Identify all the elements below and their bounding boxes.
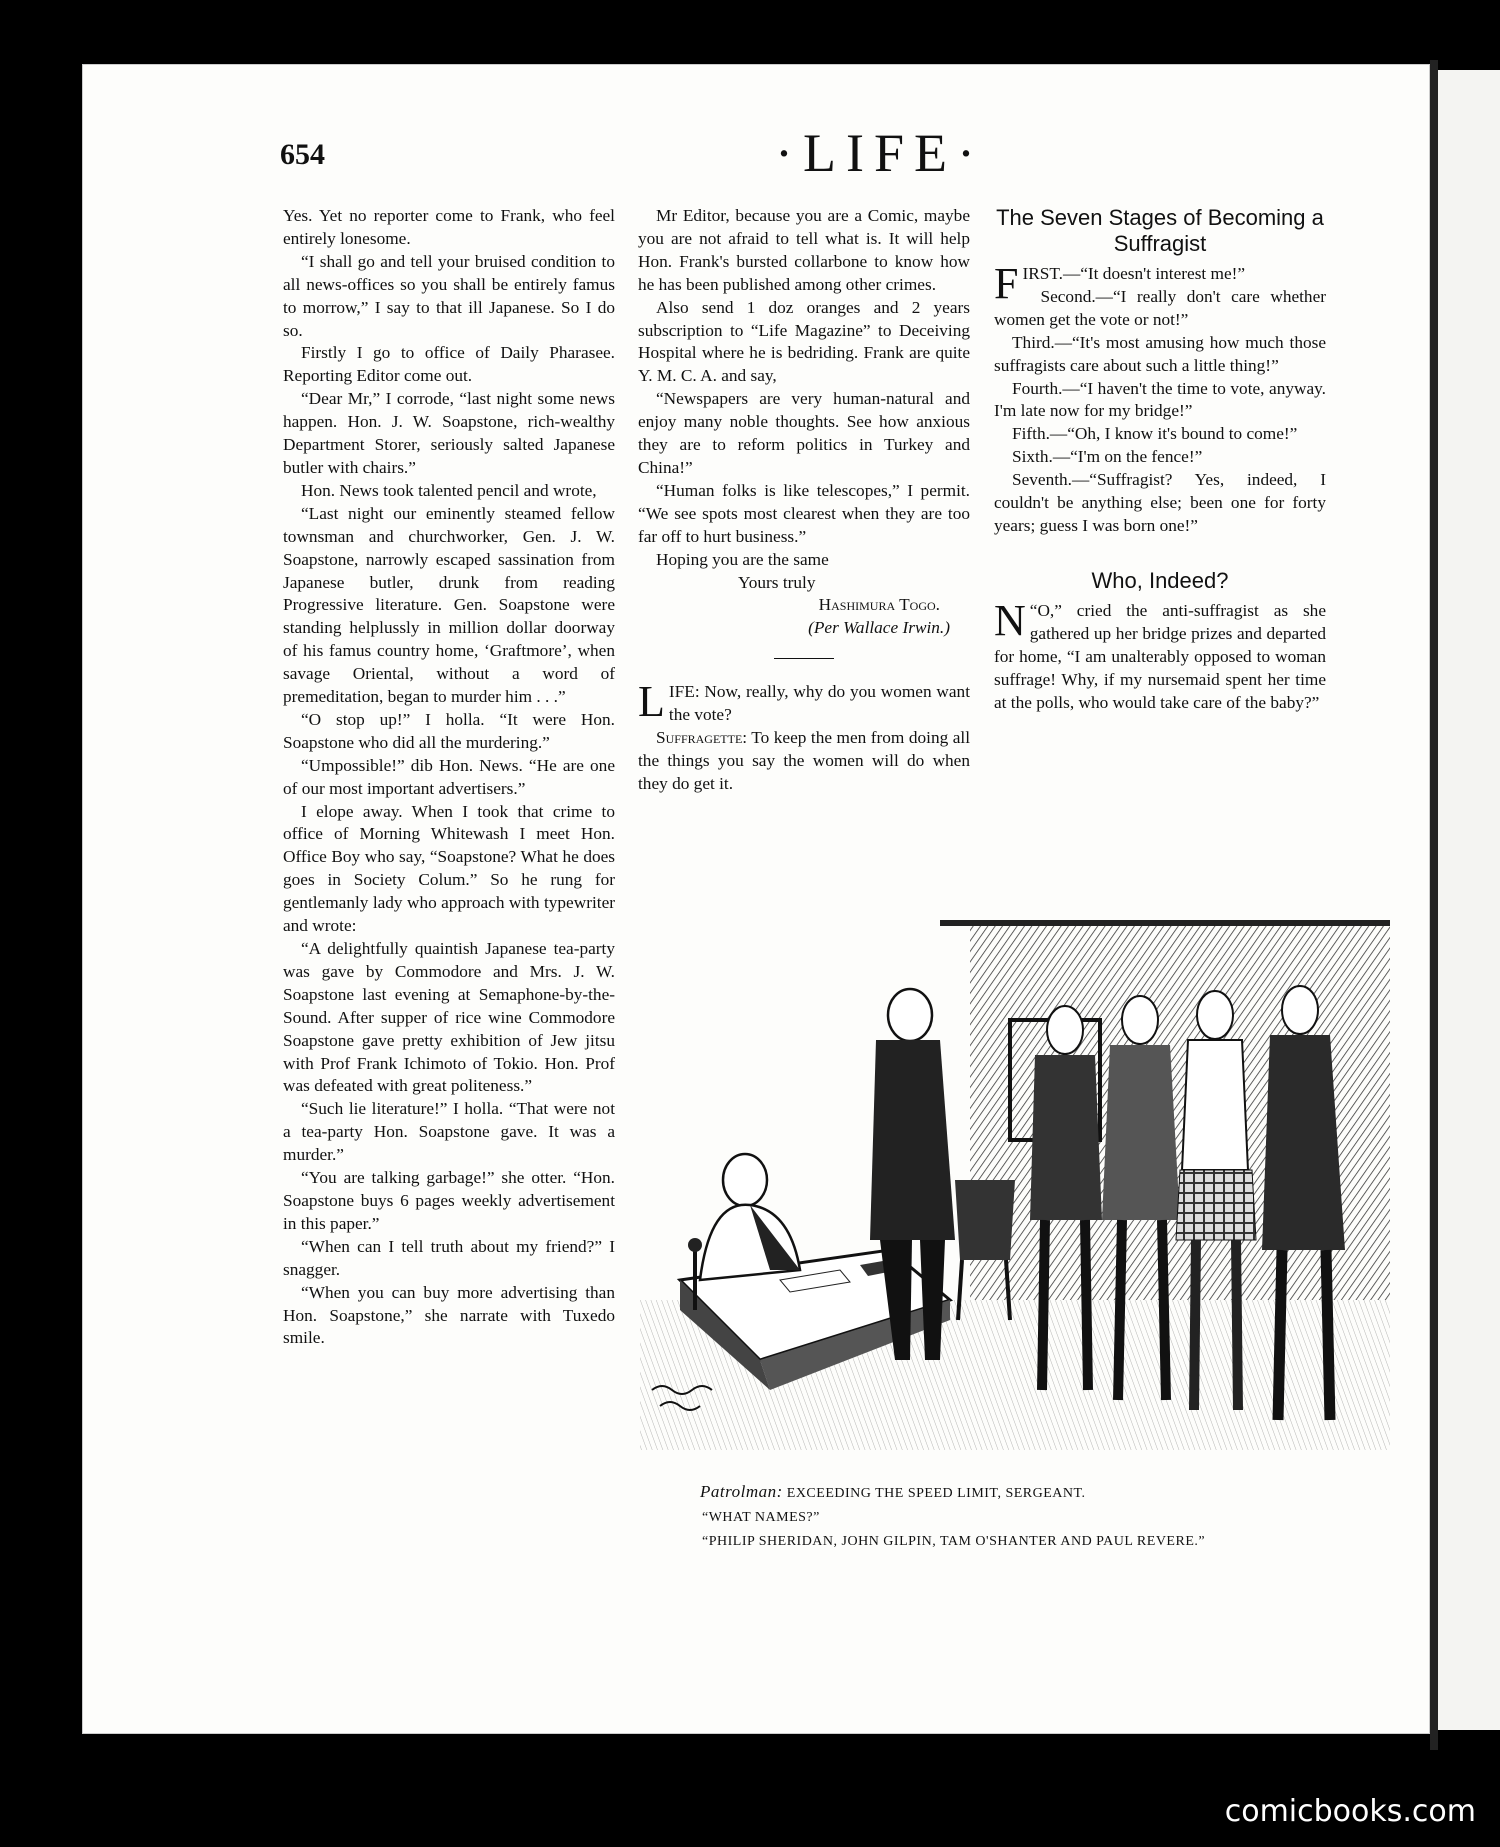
closing-yours: Yours truly bbox=[738, 572, 816, 592]
chair bbox=[955, 1180, 1015, 1260]
column-1 bbox=[283, 205, 615, 1350]
cartoon-illustration bbox=[640, 920, 1390, 1450]
paragraph: “When you can buy more advertising than Hon. Soapstone,” she narrate with Tuxedo smile. bbox=[283, 1282, 615, 1348]
stage-item: Fourth.—“I haven't the time to vote, anyway. I'm late now for my bridge!” bbox=[994, 378, 1326, 421]
section-divider bbox=[774, 658, 834, 659]
cartoon-caption bbox=[700, 1480, 1380, 1554]
paragraph: “When can I tell truth about my friend?” I snagger. bbox=[283, 1236, 615, 1279]
stage-item: Sixth.—“I'm on the fence!” bbox=[1012, 447, 1203, 467]
paragraph: Firstly I go to office of Daily Pharasee. Reporting Editor come out. bbox=[283, 343, 615, 386]
drop-cap: F bbox=[994, 259, 1019, 308]
paragraph: “A delightfully quaintish Japanese tea-party was gave by Commodore and Mrs. J. W. Soapstone last evening at Semaphone-by-the-Sound. After supper of rice wine Commodore Soapstone gave pretty exhibition of Jew jitsu with Prof Frank Ichimoto of Tokio. Hon. Prof was defeated with great politeness.” bbox=[283, 939, 615, 1096]
facing-page-edge bbox=[1438, 70, 1500, 1730]
article-title: Who, Indeed? bbox=[1091, 567, 1229, 593]
paragraph: I elope away. When I took that crime to office of Morning Whitewash I meet Hon. Office Boy who say, “Soapstone? What he does goes in Society Colum.” So he rung for gentlemanly lady who approach with typewriter and wrote: bbox=[283, 801, 615, 936]
paragraph: “Dear Mr,” I corrode, “last night some news happen. Hon. J. W. Soapstone, rich-wealthy Department Storer, seriously salted Japanese butler with chairs.” bbox=[283, 389, 615, 477]
paragraph: Hon. News took talented pencil and wrote, bbox=[301, 480, 597, 500]
signature-byline: (Per Wallace Irwin.) bbox=[808, 618, 950, 638]
signature-name: Hashimura Togo. bbox=[818, 595, 940, 615]
paragraph: Mr Editor, because you are a Comic, maybe you are not afraid to tell what is. It will help Hon. Frank's bursted collarbone to know how he has been published among other crimes. bbox=[638, 206, 970, 294]
paragraph: “You are talking garbage!” she otter. “Hon. Soapstone buys 6 pages weekly advertisement in this paper.” bbox=[283, 1168, 615, 1233]
column-2 bbox=[638, 205, 970, 796]
caption-line-3: “PHILIP SHERIDAN, JOHN GILPIN, TAM O'SHANTER AND PAUL REVERE.” bbox=[702, 1534, 1206, 1549]
suffragette-answer: Suffragette: To keep the men from doing all the things you say the women will do when they do get it. bbox=[638, 728, 970, 793]
stage-item: Third.—“It's most amusing how much those suffragists care about such a little thing!” bbox=[994, 332, 1326, 375]
drop-cap: L bbox=[638, 677, 665, 727]
caption-line-2: “WHAT NAMES?” bbox=[702, 1510, 820, 1525]
column-3 bbox=[994, 205, 1326, 714]
book-spine bbox=[1430, 60, 1438, 1750]
stage-item: Seventh.—“Suffragist? Yes, indeed, I couldn't be anything else; been one for forty years; guess I was born one!” bbox=[994, 470, 1326, 535]
paragraph: “Such lie literature!” I holla. “That were not a tea-party Hon. Soapstone gave. It was a murder.” bbox=[283, 1099, 615, 1165]
caption-line-1: Patrolman: EXCEEDING THE SPEED LIMIT, SERGEANT. bbox=[700, 1482, 1086, 1501]
drop-cap: N bbox=[994, 595, 1026, 645]
paragraph: Also send 1 doz oranges and 2 years subscription to “Life Magazine” to Deceiving Hospital where he is bedriding. Frank are quite Y. M. C. A. and say, bbox=[638, 297, 970, 386]
paragraph: “Newspapers are very human-natural and enjoy many noble thoughts. See how anxious they are to reform politics in Turkey and China!” bbox=[638, 389, 970, 477]
patrolman-coat bbox=[870, 1040, 955, 1240]
patrolman-head bbox=[888, 989, 932, 1041]
paragraph: “I shall go and tell your bruised condition to all news-offices so you shall be entirely famus to morrow,” I say to that ill Japanese. So I do so. bbox=[283, 251, 615, 340]
stage-item: FIRST.—“It doesn't interest me!” bbox=[994, 259, 1246, 308]
paragraph: Yes. Yet no reporter come to Frank, who feel entirely lonesome. bbox=[283, 206, 615, 248]
article-title: The Seven Stages of Becoming a Suffragist bbox=[996, 205, 1324, 256]
paragraph: “Last night our eminently steamed fellow townsman and churchworker, Gen. J. W. Soapstone, narrowly escaped sassination from Japanese butler, drunk from reading Progressive literature. Gen. Soapstone were standing helplussly in million dollar doorway of his famus country home, ‘Graftmore’, when savage Oriental, without a word of premeditation, began to murder him . . .” bbox=[283, 503, 615, 707]
stage-item: Second.—“I really don't care whether women get the vote or not!” bbox=[994, 286, 1326, 329]
masthead-title: ·LIFE· bbox=[775, 123, 985, 183]
page-number: 654 bbox=[280, 138, 325, 171]
paragraph: Hoping you are the same bbox=[656, 549, 829, 569]
stage-item: Fifth.—“Oh, I know it's bound to come!” bbox=[1012, 424, 1298, 444]
paragraph: “Human folks is like telescopes,” I permit. “We see spots most clearest when they are too far off to hurt business.” bbox=[638, 480, 970, 546]
watermark: comicbooks.com bbox=[1224, 1794, 1476, 1829]
sergeant-head bbox=[723, 1154, 767, 1206]
paragraph: “ N O,” cried the anti-suffragist as she gathered up her bridge prizes and departed for home, “I am unalterably opposed to woman suffrage! Why, if my nursemaid spent her time at the polls, who would take care of the baby?” bbox=[994, 595, 1326, 712]
life-question: LIFE: Now, really, why do you women want the vote? bbox=[638, 677, 970, 727]
paragraph: “Umpossible!” dib Hon. News. “He are one of our most important advertisers.” bbox=[283, 755, 615, 798]
paragraph: “O stop up!” I holla. “It were Hon. Soapstone who did all the murdering.” bbox=[283, 709, 615, 752]
